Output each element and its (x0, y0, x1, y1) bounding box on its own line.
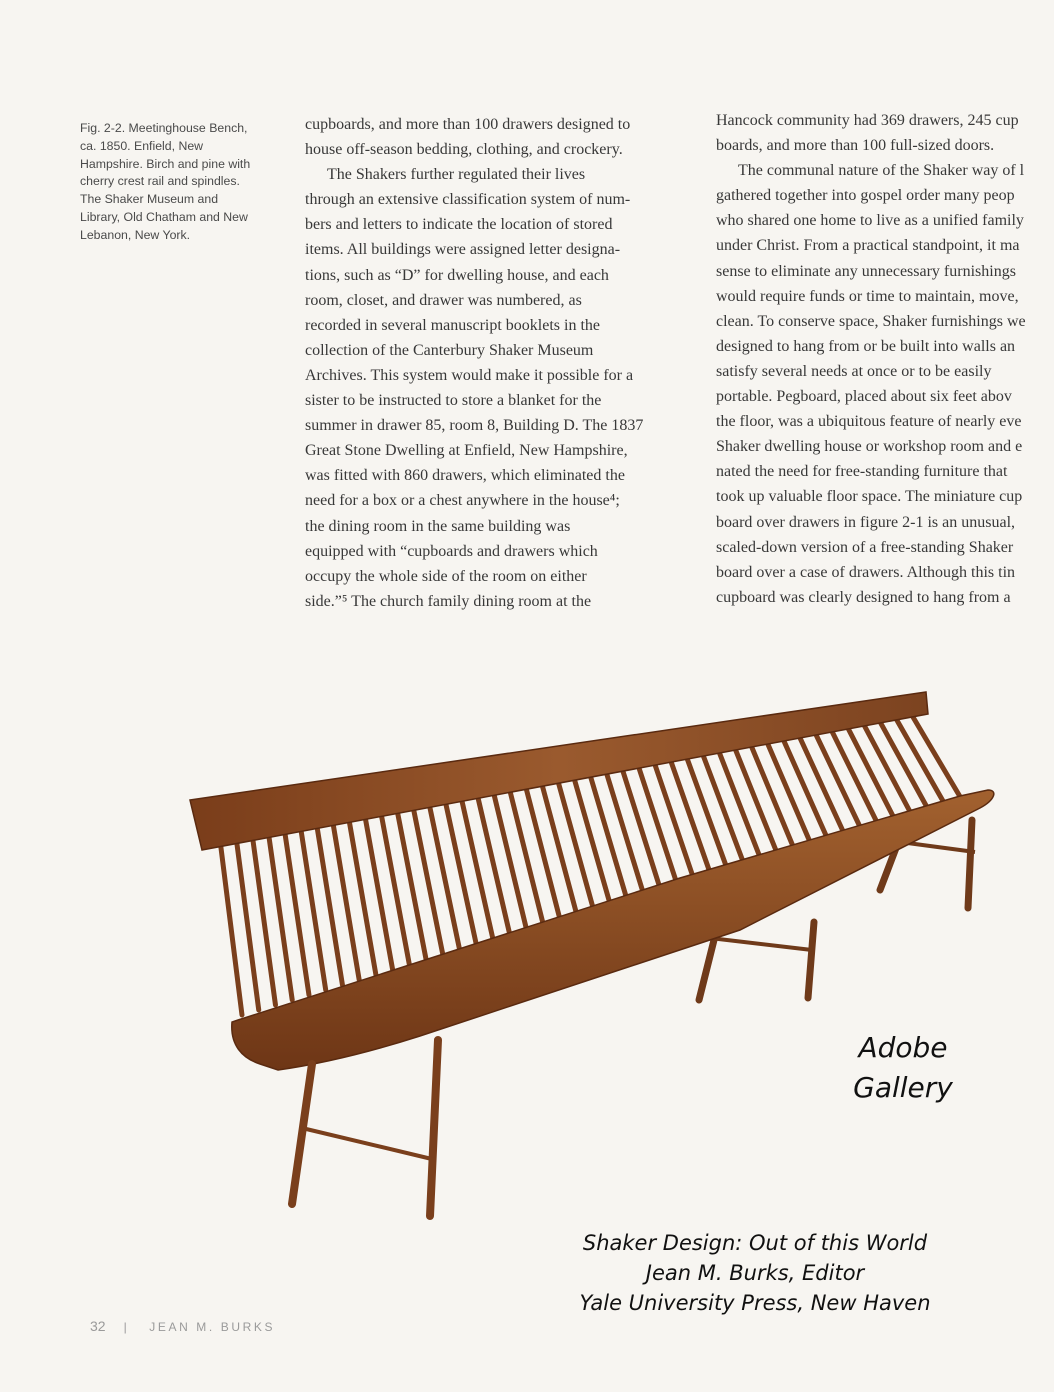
footer-separator: | (123, 1320, 130, 1334)
credit-publisher: Yale University Press, New Haven (579, 1291, 931, 1315)
text-line: nated the need for free-standing furniture that (716, 463, 1008, 481)
text-line: summer in drawer 85, room 8, Building D. The 1837 (305, 417, 644, 435)
text-line: under Christ. From a practical standpoint, it ma (716, 237, 1020, 255)
text-line: need for a box or a chest anywhere in the house⁴; (305, 492, 620, 510)
text-line: who shared one home to live as a unified family (716, 212, 1024, 230)
text-line: through an extensive classification system of num- (305, 191, 631, 209)
text-line: The Shakers further regulated their lives (327, 166, 586, 184)
text-line: cupboards, and more than 100 drawers designed to (305, 116, 631, 133)
text-line: side.”⁵ The church family dining room at the (305, 592, 592, 610)
bench-spindle (493, 789, 527, 930)
bench-spindle (637, 763, 677, 885)
bench-spindle (445, 798, 477, 945)
text-line: collection of the Canterbury Shaker Museum (305, 341, 594, 359)
watermark-text (848, 1028, 958, 1108)
text-line: would require funds or time to maintain, move, (716, 287, 1019, 305)
bench-spindle (589, 772, 627, 900)
bench-spindle (397, 807, 427, 960)
figure-caption (80, 120, 270, 245)
body-column-1 (305, 112, 685, 614)
bench-spindle (605, 769, 644, 895)
text-line: portable. Pegboard, placed about six feet abov (716, 388, 1012, 406)
text-line: Shaker dwelling house or workshop room and e (716, 438, 1023, 456)
text-line: house off-season bedding, clothing, and crockery. (305, 141, 623, 159)
text-line: sister to be instructed to store a blanket for the (305, 392, 602, 410)
bench-spindle (461, 795, 493, 940)
text-line: Archives. This system would make it possible for a (305, 366, 634, 384)
bench-spindle (557, 777, 594, 910)
bench-spindle (380, 810, 409, 965)
body-column-2 (716, 108, 1054, 610)
caption-line: Lebanon, New York. (80, 227, 191, 242)
bench-photo (180, 680, 1010, 1240)
text-line: cupboard was clearly designed to hang from a (716, 588, 1011, 606)
text-line: Hancock community had 369 drawers, 245 cup (716, 112, 1019, 129)
text-line: boards, and more than 100 full-sized doors. (716, 137, 995, 155)
text-line: scaled-down version of a free-standing Shaker (716, 538, 1014, 556)
running-author: JEAN M. BURKS (149, 1320, 276, 1334)
text-line: satisfy several needs at once or to be easily (716, 362, 992, 380)
bench-spindle (653, 760, 694, 880)
text-line: was fitted with 860 drawers, which eliminated the (305, 467, 625, 485)
caption-line: ca. 1850. Enfield, New (80, 138, 204, 153)
bench-spindle (477, 792, 510, 935)
bench-spindle (621, 766, 660, 890)
text-line: bers and letters to indicate the location of stored (305, 216, 613, 234)
text-line: gathered together into gospel order many peop (716, 187, 1015, 205)
watermark-line: Gallery (853, 1071, 953, 1104)
bench-spindle (429, 801, 460, 950)
text-line: recorded in several manuscript booklets in the (305, 316, 601, 334)
bench-spindle (525, 783, 560, 920)
book-credit (540, 1228, 970, 1318)
credit-title: Shaker Design: Out of this World (582, 1231, 928, 1255)
text-line: tions, such as “D” for dwelling house, and each (305, 266, 609, 284)
text-line: room, closet, and drawer was numbered, as (305, 291, 582, 309)
text-line: the dining room in the same building was (305, 517, 571, 535)
text-line: sense to eliminate any unnecessary furnishings (716, 262, 1016, 280)
credit-editor: Jean M. Burks, Editor (645, 1261, 865, 1285)
text-line: items. All buildings were assigned letter designa- (305, 241, 621, 259)
text-line: board over a case of drawers. Although this tin (716, 563, 1016, 581)
text-line: board over drawers in figure 2-1 is an unusual, (716, 513, 1016, 531)
text-line: Great Stone Dwelling at Enfield, New Hampshire, (305, 442, 628, 460)
text-line: The communal nature of the Shaker way of l (738, 162, 1025, 180)
bench-spindle (669, 757, 711, 875)
caption-line: The Shaker Museum and (80, 192, 219, 207)
text-line: equipped with “cupboards and drawers which (305, 542, 598, 560)
watermark-line: Adobe (858, 1031, 948, 1064)
text-line: occupy the whole side of the room on either (305, 567, 587, 585)
bench-spindle (413, 804, 443, 955)
text-line: clean. To conserve space, Shaker furnishings we (716, 312, 1026, 330)
page-number: 32 (90, 1318, 106, 1334)
bench-spindle (509, 786, 544, 925)
caption-line: Library, Old Chatham and New (80, 209, 248, 224)
text-line: designed to hang from or be built into walls an (716, 337, 1016, 355)
bench-spindle (541, 780, 577, 915)
caption-line: Fig. 2-2. Meetinghouse Bench, (80, 121, 248, 135)
caption-line: cherry crest rail and spindles. (80, 174, 240, 189)
page-footer (90, 1318, 275, 1334)
text-line: took up valuable floor space. The miniature cup (716, 488, 1023, 506)
text-line: the floor, was a ubiquitous feature of nearly eve (716, 413, 1022, 431)
bench-spindle (573, 775, 610, 905)
caption-line: Hampshire. Birch and pine with (80, 156, 251, 171)
